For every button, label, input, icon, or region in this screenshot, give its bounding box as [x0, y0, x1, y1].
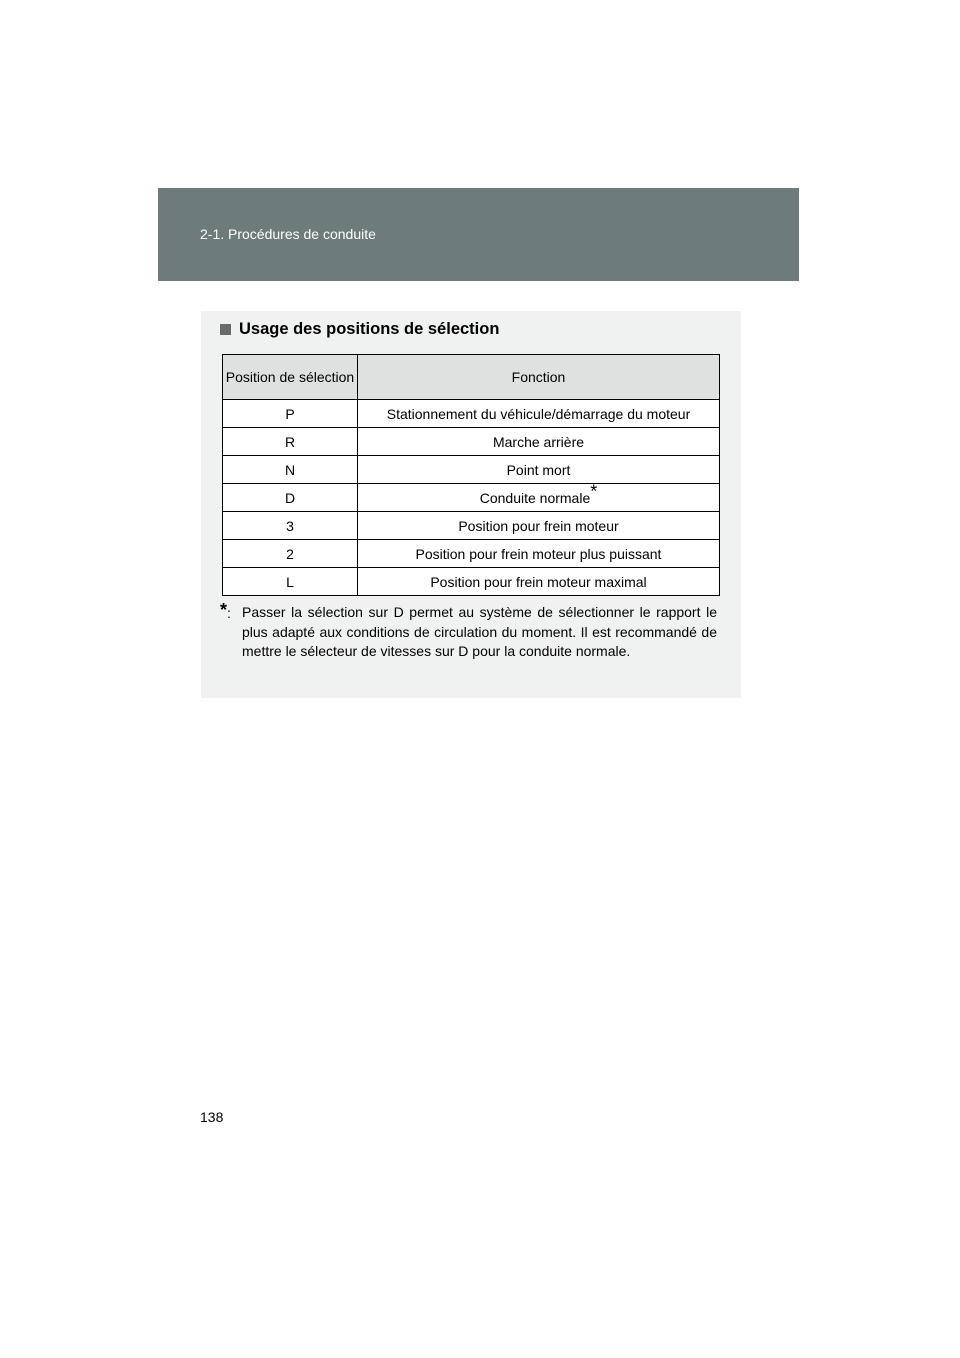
column-header-function-text: Fonction — [511, 369, 566, 385]
cell-function-text: Marche arrière — [492, 433, 585, 450]
footnote-colon: : — [227, 605, 231, 621]
cell-function — [358, 400, 720, 428]
shift-position-table — [222, 354, 720, 596]
cell-function — [358, 428, 720, 456]
footnote-star: * — [220, 600, 228, 620]
table-row — [223, 484, 720, 512]
cell-position: R — [223, 428, 358, 456]
cell-function — [358, 568, 720, 596]
table-row — [223, 512, 720, 540]
cell-position: N — [223, 456, 358, 484]
cell-function — [358, 512, 720, 540]
section-heading-text: Usage des positions de sélection — [239, 320, 500, 338]
cell-function-text: Position pour frein moteur — [458, 517, 619, 534]
square-bullet-icon — [220, 324, 231, 335]
cell-position: D — [223, 484, 358, 512]
column-header-position-text: Position de sélection — [225, 369, 355, 385]
cell-position: 2 — [223, 540, 358, 568]
table-row — [223, 428, 720, 456]
table-row — [223, 400, 720, 428]
column-header-position — [223, 355, 358, 400]
page-number: 138 — [200, 1109, 224, 1125]
table-row — [223, 568, 720, 596]
footnote-marker — [220, 600, 242, 624]
cell-function-text: Point mort — [506, 461, 571, 478]
table-header-row — [223, 355, 720, 400]
footnote-star-marker: * — [590, 480, 598, 501]
cell-function — [358, 456, 720, 484]
cell-position: L — [223, 568, 358, 596]
section-label: 2-1. Procédures de conduite — [200, 226, 376, 242]
cell-function-text: Stationnement du véhicule/démarrage du moteur — [386, 405, 691, 422]
column-header-function — [358, 355, 720, 400]
footnote — [220, 600, 717, 662]
cell-function — [358, 540, 720, 568]
cell-function — [358, 480, 720, 512]
footnote-text: Passer la sélection sur D permet au système de sélectionner le rapport le plus adapté aux conditions de circulation du moment. Il est recommandé de mettre le sélecteur de vitesses sur D pour la conduite normale. — [242, 604, 717, 659]
table-row — [223, 456, 720, 484]
cell-function-text: Position pour frein moteur plus puissant — [415, 545, 662, 562]
section-heading — [220, 320, 499, 339]
cell-function-text: Position pour frein moteur maximal — [430, 573, 647, 590]
cell-function-text: Conduite normale — [479, 489, 591, 506]
cell-position: P — [223, 400, 358, 428]
cell-position: 3 — [223, 512, 358, 540]
table-row — [223, 540, 720, 568]
